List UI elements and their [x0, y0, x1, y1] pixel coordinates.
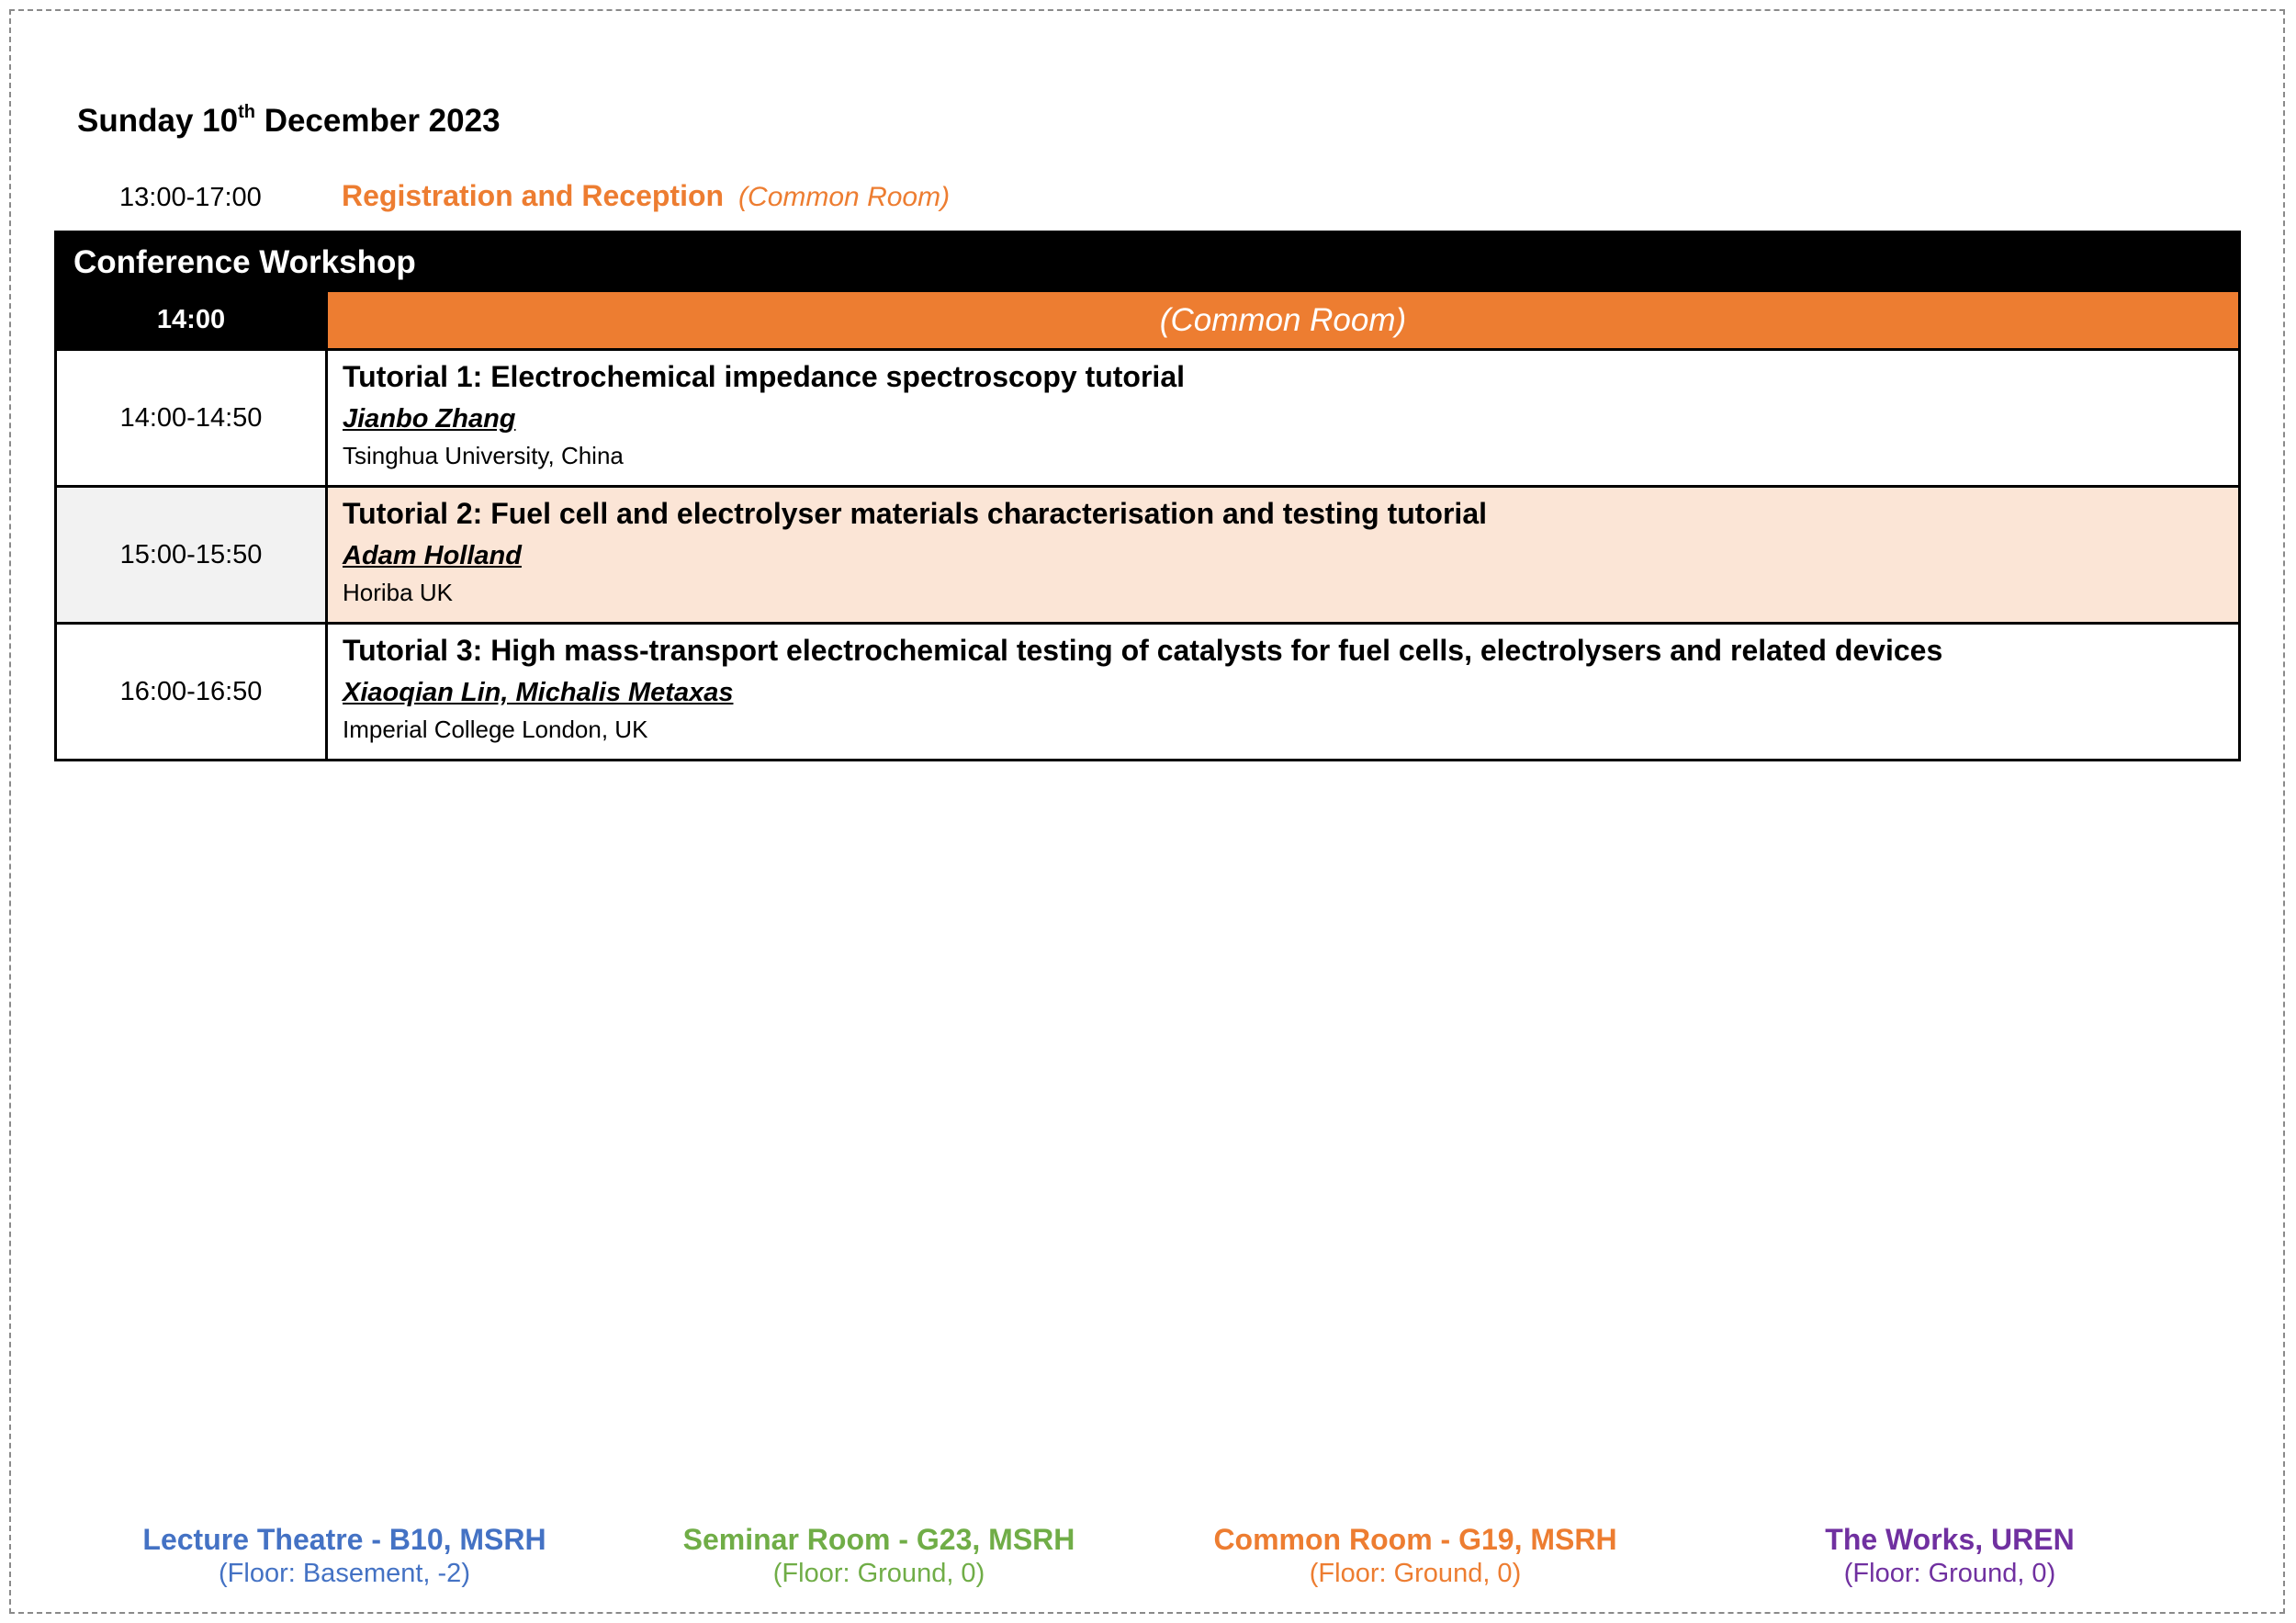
- session-time: 15:00-15:50: [57, 488, 328, 622]
- session-title: Tutorial 3: High mass-transport electrochemical testing of catalysts for fuel cells, electrolysers and related devices: [343, 634, 1943, 667]
- workshop-subheader: [57, 291, 2238, 348]
- legend-seminar-room: [622, 1523, 1136, 1589]
- legend-room-name: The Works, UREN: [1825, 1523, 2075, 1556]
- session-speaker: Xiaoqian Lin, Michalis Metaxas: [343, 678, 734, 707]
- legend-common-room: [1158, 1523, 1672, 1589]
- session-time: 14:00-14:50: [57, 351, 328, 485]
- session-content: [328, 625, 2238, 759]
- workshop-header: Conference Workshop: [57, 233, 2238, 291]
- workshop-room: (Common Room): [328, 292, 2238, 348]
- room-legend: [0, 1523, 2296, 1596]
- registration-title: Registration and Reception (Common Room): [342, 179, 951, 212]
- session-title: Tutorial 1: Electrochemical impedance spectroscopy tutorial: [343, 360, 1185, 393]
- session-speaker: Adam Holland: [343, 541, 522, 570]
- session-title: Tutorial 2: Fuel cell and electrolyser materials characterisation and testing tutorial: [343, 497, 1487, 530]
- session-speaker: Jianbo Zhang: [343, 404, 516, 434]
- legend-room-floor: (Floor: Ground, 0): [1843, 1559, 2056, 1588]
- session-row: [57, 485, 2238, 622]
- legend-lecture-theatre: [87, 1523, 602, 1589]
- legend-room-floor: (Floor: Basement, -2): [219, 1559, 470, 1588]
- session-affiliation: Imperial College London, UK: [343, 716, 648, 743]
- registration-time: 13:00-17:00: [119, 183, 262, 212]
- legend-room-floor: (Floor: Ground, 0): [1309, 1559, 1522, 1588]
- session-row: [57, 622, 2238, 759]
- registration-row: [0, 177, 2296, 221]
- session-content: [328, 488, 2238, 622]
- session-content: [328, 351, 2238, 485]
- registration-room: (Common Room): [738, 182, 951, 212]
- legend-room-name: Common Room - G19, MSRH: [1213, 1523, 1617, 1556]
- workshop-start-time: 14:00: [57, 292, 328, 348]
- legend-room-name: Seminar Room - G23, MSRH: [682, 1523, 1075, 1556]
- workshop-table: [54, 231, 2241, 761]
- session-affiliation: Horiba UK: [343, 579, 453, 606]
- legend-room-floor: (Floor: Ground, 0): [772, 1559, 985, 1588]
- session-time: 16:00-16:50: [57, 625, 328, 759]
- legend-the-works: [1693, 1523, 2207, 1589]
- session-row: [57, 348, 2238, 485]
- session-affiliation: Tsinghua University, China: [343, 442, 624, 469]
- legend-room-name: Lecture Theatre - B10, MSRH: [142, 1523, 546, 1556]
- day-title: Sunday 10th December 2023: [77, 102, 501, 139]
